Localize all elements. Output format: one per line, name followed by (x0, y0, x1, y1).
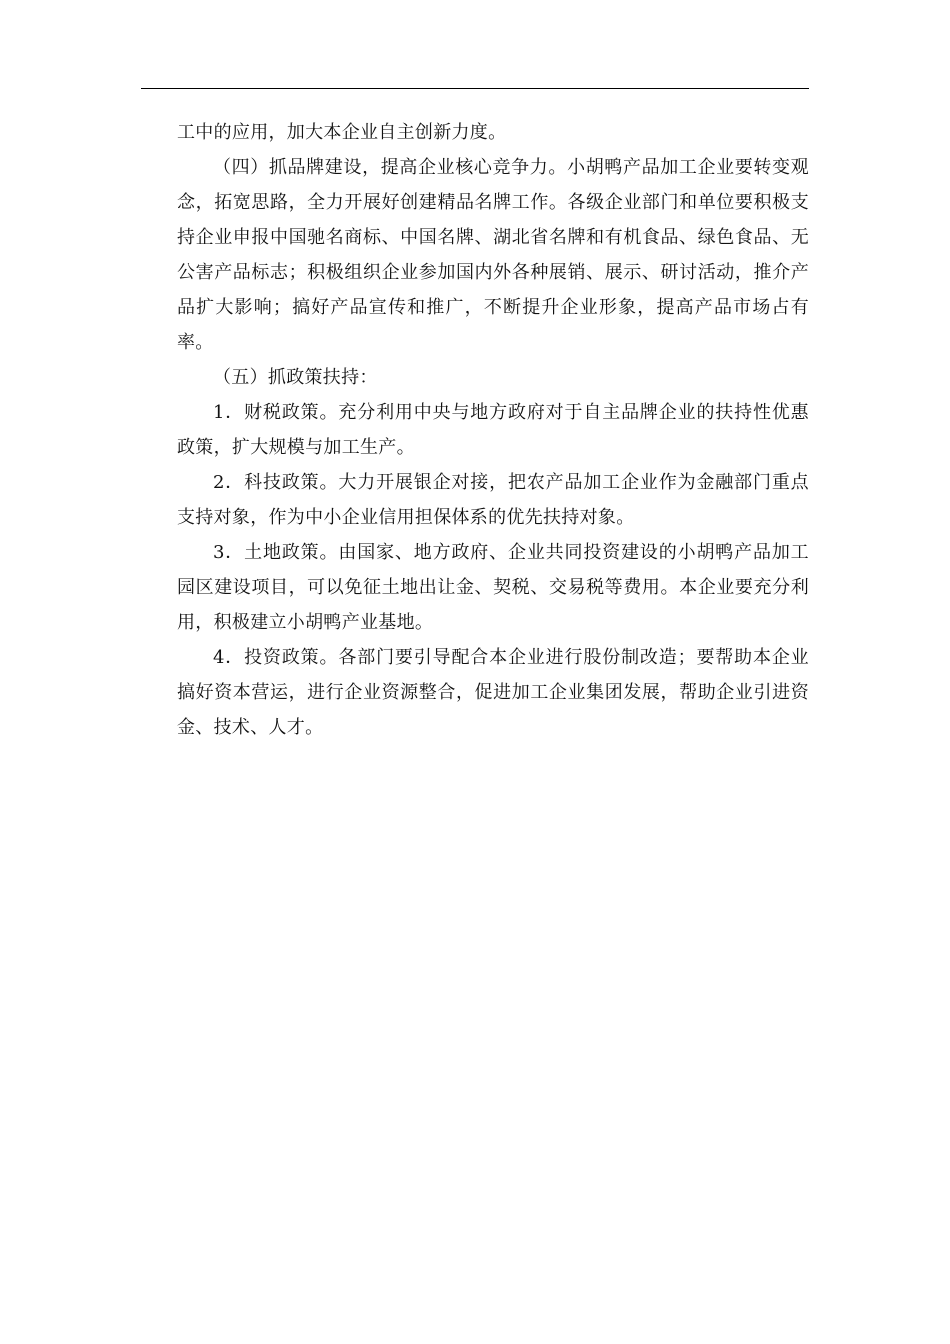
paragraph-continuation: 工中的应用，加大本企业自主创新力度。 (177, 122, 507, 143)
paragraph-land-policy: 3．土地政策。由国家、地方政府、企业共同投资建设的小胡鸭产品加工园区建设项目，可以免征土地出让金、契税、交易税等费用。本企业要充分利用，积极建立小胡鸭产业基地。 (177, 542, 809, 633)
paragraph-tech-policy: 2．科技政策。大力开展银企对接，把农产品加工企业作为金融部门重点支持对象，作为中小企业信用担保体系的优先扶持对象。 (177, 472, 809, 528)
document-body (177, 115, 809, 745)
paragraph-brand-building: （四）抓品牌建设，提高企业核心竞争力。小胡鸭产品加工企业要转变观念，拓宽思路，全力开展好创建精品名牌工作。各级企业部门和单位要积极支持企业申报中国驰名商标、中国名牌、湖北省名牌和有机食品、绿色食品、无公害产品标志；积极组织企业参加国内外各种展销、展示、研讨活动，推介产品扩大影响；搞好产品宣传和推广，不断提升企业形象，提高产品市场占有率。 (177, 157, 809, 353)
paragraph-policy-heading: （五）抓政策扶持： (213, 367, 378, 388)
paragraph-fiscal-policy: 1．财税政策。充分利用中央与地方政府对于自主品牌企业的扶持性优惠政策，扩大规模与加工生产。 (177, 402, 809, 458)
header-rule (141, 88, 809, 89)
paragraph-investment-policy: 4．投资政策。各部门要引导配合本企业进行股份制改造；要帮助本企业搞好资本营运，进行企业资源整合，促进加工企业集团发展，帮助企业引进资金、技术、人才。 (177, 647, 809, 738)
